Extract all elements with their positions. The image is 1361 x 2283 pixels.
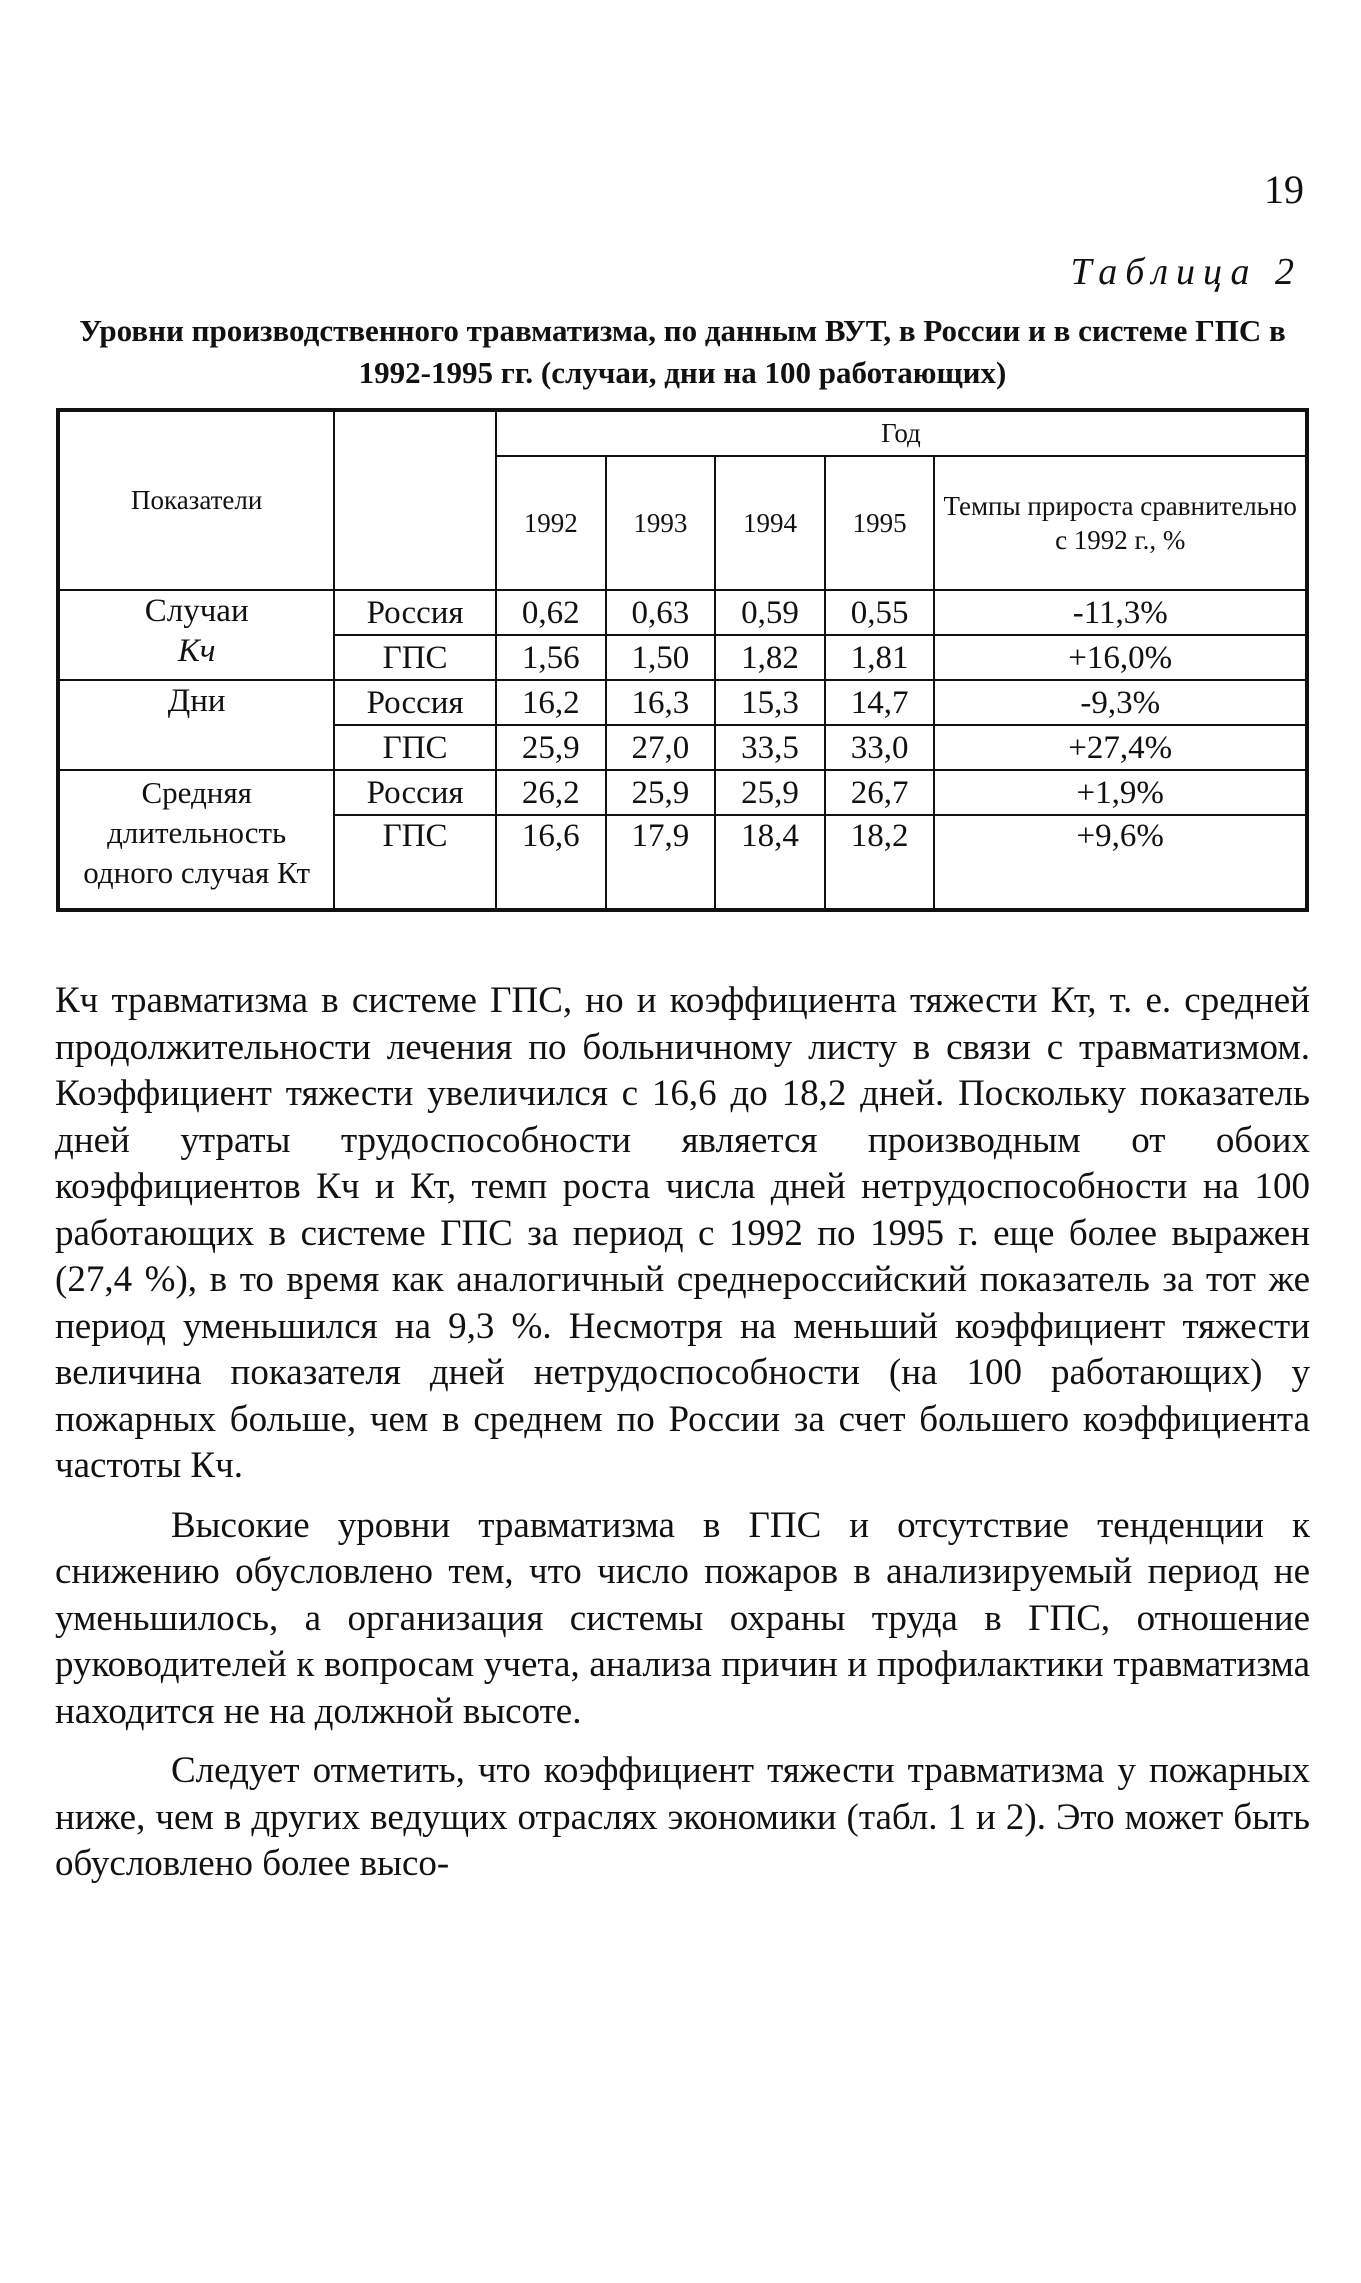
rate-cell: -9,3% [934, 680, 1307, 725]
paragraph: Следует отметить, что коэффициент тяжести травматизма у пожарных ниже, чем в других ведущих отраслях экономики (табл. 1 и 2). Это может быть обусловлено более высо- [55, 1750, 1310, 1884]
value-cell: 0,63 [606, 590, 716, 635]
value-cell: 0,62 [496, 590, 606, 635]
year-header-cell: 1992 [496, 456, 606, 590]
value-cell: 0,55 [825, 590, 935, 635]
body-text [55, 978, 1310, 1901]
rate-cell: +9,6% [934, 815, 1307, 910]
value-cell: 18,2 [825, 815, 935, 910]
region-cell: Россия [334, 680, 496, 725]
indicator-avg-duration [58, 770, 334, 910]
indicator-cases [58, 590, 334, 680]
value-cell: 18,4 [715, 815, 825, 910]
value-cell: 33,5 [715, 725, 825, 770]
rate-cell: +1,9% [934, 770, 1307, 815]
indicator-sublabel: Кч [177, 633, 216, 669]
growth-rate-header: Темпы прироста сравнительно с 1992 г., % [934, 456, 1307, 590]
value-cell: 25,9 [715, 770, 825, 815]
indicator-label: Средняя длительность одного случая Кт [83, 775, 311, 890]
value-cell: 27,0 [606, 725, 716, 770]
table-label: Таблица 2 [1070, 251, 1302, 293]
paragraph: Кч травматизма в системе ГПС, но и коэффициента тяжести Кт, т. е. средней продолжительности лечения по больничному листу в связи с травматизмом. Коэффициент тяжести увеличился с 16,6 до 18,2 дней. Поскольку показатель дней утраты трудоспособности является производным от обоих коэффициентов Кч и Кт, темп роста числа дней нетрудоспособности на 100 работающих в системе ГПС за период с 1992 по 1995 г. еще более выражен (27,4 %), в то время как аналогичный среднероссийский показатель за тот же период уменьшился на 9,3 %. Несмотря на меньший коэффициент тяжести величина показателя дней нетрудоспособности (на 100 работающих) у пожарных больше, чем в среднем по России за счет большего коэффициента частоты Кч. [55, 980, 1310, 1486]
value-cell: 15,3 [715, 680, 825, 725]
rate-cell: -11,3% [934, 590, 1307, 635]
rate-cell: +16,0% [934, 635, 1307, 680]
region-cell: ГПС [334, 725, 496, 770]
region-cell: Россия [334, 770, 496, 815]
value-cell: 33,0 [825, 725, 935, 770]
region-header-empty [334, 410, 496, 590]
injury-rates-table [56, 408, 1309, 912]
value-cell: 17,9 [606, 815, 716, 910]
value-cell: 0,59 [715, 590, 825, 635]
value-cell: 1,56 [496, 635, 606, 680]
indicator-days [58, 680, 334, 770]
value-cell: 1,50 [606, 635, 716, 680]
indicators-header: Показатели [58, 410, 334, 590]
value-cell: 25,9 [606, 770, 716, 815]
value-cell: 16,2 [496, 680, 606, 725]
year-header-cell: 1995 [825, 456, 935, 590]
table-title: Уровни производственного травматизма, по данным ВУТ, в России и в системе ГПС в 1992-1995 гг. (случаи, дни на 100 работающих) [79, 313, 1286, 390]
value-cell: 16,3 [606, 680, 716, 725]
year-header-cell: 1994 [715, 456, 825, 590]
year-header: Год [496, 410, 1307, 456]
value-cell: 1,81 [825, 635, 935, 680]
region-cell: ГПС [334, 635, 496, 680]
rate-cell: +27,4% [934, 725, 1307, 770]
value-cell: 14,7 [825, 680, 935, 725]
year-header-cell: 1993 [606, 456, 716, 590]
page-number: 19 [1264, 167, 1304, 212]
indicator-label: Случаи [144, 593, 249, 629]
region-cell: ГПС [334, 815, 496, 910]
value-cell: 26,7 [825, 770, 935, 815]
region-cell: Россия [334, 590, 496, 635]
value-cell: 16,6 [496, 815, 606, 910]
value-cell: 26,2 [496, 770, 606, 815]
indicator-label: Дни [167, 683, 226, 719]
value-cell: 25,9 [496, 725, 606, 770]
paragraph: Высокие уровни травматизма в ГПС и отсутствие тенденции к снижению обусловлено тем, что число пожаров в анализируемый период не уменьшилось, а организация системы охраны труда в ГПС, отношение руководителей к вопросам учета, анализа причин и профилактики травматизма находится не на должной высоте. [55, 1504, 1310, 1732]
value-cell: 1,82 [715, 635, 825, 680]
